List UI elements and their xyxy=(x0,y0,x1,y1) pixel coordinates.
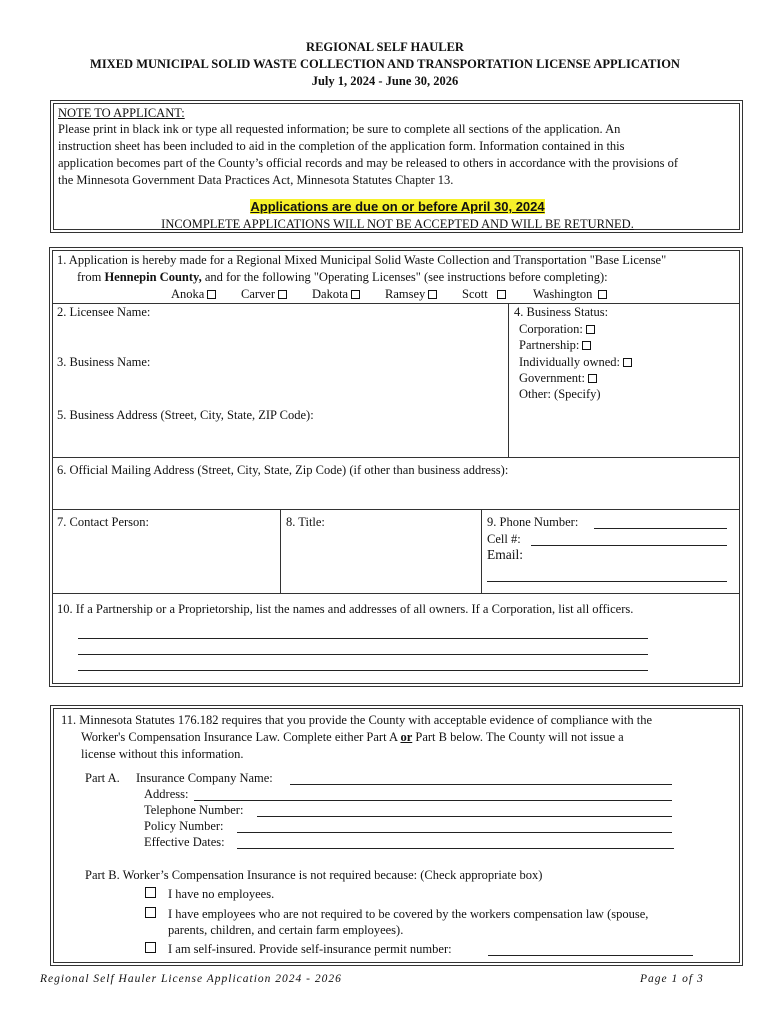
option-self-insured: I am self-insured. Provide self-insurance permit number: xyxy=(168,942,452,956)
telephone-label: Telephone Number: xyxy=(144,803,244,817)
checkbox-self-insured[interactable] xyxy=(145,942,156,953)
page-number: Page 1 of 3 xyxy=(640,973,704,985)
note-line: Please print in black ink or type all requested information; be sure to complete all sections of the application. An xyxy=(58,122,621,136)
option-exempt-employees-cont: parents, children, and certain farm employees). xyxy=(168,923,404,937)
checkbox-ramsey[interactable] xyxy=(428,290,437,299)
checkbox-scott[interactable] xyxy=(497,290,506,299)
q1-line1: 1. Application is hereby made for a Regional Mixed Municipal Solid Waste Collection and Transportation "Base License" xyxy=(57,253,667,267)
effective-dates-label: Effective Dates: xyxy=(144,835,225,849)
option-no-employees: I have no employees. xyxy=(168,887,275,901)
checkbox-carver[interactable] xyxy=(278,290,287,299)
q1-line2: from Hennepin County, and for the following "Operating Licenses" (see instructions before completing): xyxy=(77,270,608,284)
owners-label: 10. If a Partnership or a Proprietorship, list the names and addresses of all owners. If a Corporation, list all officers. xyxy=(57,602,634,616)
part-b-label: Part B. Worker’s Compensation Insurance is not required because: (Check appropriate box) xyxy=(85,868,543,882)
phone-label: 9. Phone Number: xyxy=(487,515,579,529)
note-line: the Minnesota Government Data Practices Act, Minnesota Statutes Chapter 13. xyxy=(58,173,454,187)
licensee-name-label: 2. Licensee Name: xyxy=(57,305,151,319)
note-box xyxy=(53,103,740,230)
county-washington[interactable]: Washington xyxy=(533,286,607,302)
owners-line[interactable] xyxy=(78,638,648,639)
form-subtitle: MIXED MUNICIPAL SOLID WASTE COLLECTION AND TRANSPORTATION LICENSE APPLICATION xyxy=(90,57,680,71)
status-other: Other: (Specify) xyxy=(519,387,601,401)
note-line: application becomes part of the County’s official records and may be released to others in accordance with the provisions of xyxy=(58,156,679,170)
cell-label: Cell #: xyxy=(487,532,521,546)
owners-line[interactable] xyxy=(78,654,648,655)
insurance-company-line[interactable] xyxy=(290,784,672,785)
effective-dates-line[interactable] xyxy=(237,848,674,849)
q11-line2: Worker's Compensation Insurance Law. Complete either Part A or Part B below. The County will not issue a xyxy=(81,730,624,744)
business-name-label: 3. Business Name: xyxy=(57,355,151,369)
checkbox-partnership[interactable] xyxy=(582,341,591,350)
form-title: REGIONAL SELF HAULER xyxy=(306,40,464,54)
part-a-label: Part A. xyxy=(85,771,120,785)
note-line: instruction sheet has been included to aid in the completion of the application form. Information contained in this xyxy=(58,139,625,153)
footer-title: Regional Self Hauler License Application 2024 - 2026 xyxy=(40,973,342,985)
cell-line[interactable] xyxy=(531,545,727,546)
county-scott[interactable]: Scott xyxy=(462,286,506,302)
insurance-address-label: Address: xyxy=(144,787,189,801)
status-corporation[interactable]: Corporation: xyxy=(519,321,595,337)
email-label: Email: xyxy=(487,547,523,562)
contact-person-label: 7. Contact Person: xyxy=(57,515,150,529)
mailing-address-label: 6. Official Mailing Address (Street, City, State, Zip Code) (if other than business address): xyxy=(57,463,509,477)
title-label: 8. Title: xyxy=(286,515,325,529)
checkbox-government[interactable] xyxy=(588,374,597,383)
email-line[interactable] xyxy=(487,581,727,582)
checkbox-no-employees[interactable] xyxy=(145,887,156,898)
workers-comp-section xyxy=(53,708,740,963)
status-individual[interactable]: Individually owned: xyxy=(519,354,632,370)
application-form xyxy=(52,250,740,684)
county-carver[interactable]: Carver xyxy=(241,286,287,302)
checkbox-individual[interactable] xyxy=(623,358,632,367)
county-anoka[interactable]: Anoka xyxy=(171,286,216,302)
business-status-label: 4. Business Status: xyxy=(514,305,609,319)
checkbox-dakota[interactable] xyxy=(351,290,360,299)
policy-number-line[interactable] xyxy=(237,832,672,833)
incomplete-notice: INCOMPLETE APPLICATIONS WILL NOT BE ACCEPTED AND WILL BE RETURNED. xyxy=(161,217,634,231)
county-ramsey[interactable]: Ramsey xyxy=(385,286,437,302)
self-insurance-permit-line[interactable] xyxy=(488,955,693,956)
phone-line[interactable] xyxy=(594,528,727,529)
checkbox-washington[interactable] xyxy=(598,290,607,299)
status-partnership[interactable]: Partnership: xyxy=(519,337,591,353)
due-date-notice: Applications are due on or before April 30, 2024 xyxy=(250,199,545,214)
q11-line1: 11. Minnesota Statutes 176.182 requires that you provide the County with acceptable evidence of compliance with the xyxy=(61,713,653,727)
note-title: NOTE TO APPLICANT: xyxy=(58,106,185,120)
telephone-line[interactable] xyxy=(257,816,672,817)
status-government[interactable]: Government: xyxy=(519,370,597,386)
option-exempt-employees: I have employees who are not required to be covered by the workers compensation law (spouse, xyxy=(168,907,649,921)
policy-number-label: Policy Number: xyxy=(144,819,224,833)
checkbox-corporation[interactable] xyxy=(586,325,595,334)
county-dakota[interactable]: Dakota xyxy=(312,286,360,302)
owners-line[interactable] xyxy=(78,670,648,671)
checkbox-exempt-employees[interactable] xyxy=(145,907,156,918)
business-address-label: 5. Business Address (Street, City, State, ZIP Code): xyxy=(57,408,314,422)
form-period: July 1, 2024 - June 30, 2026 xyxy=(311,74,459,88)
insurance-address-line[interactable] xyxy=(194,800,672,801)
q11-line3: license without this information. xyxy=(81,747,244,761)
checkbox-anoka[interactable] xyxy=(207,290,216,299)
insurance-company-label: Insurance Company Name: xyxy=(136,771,273,785)
